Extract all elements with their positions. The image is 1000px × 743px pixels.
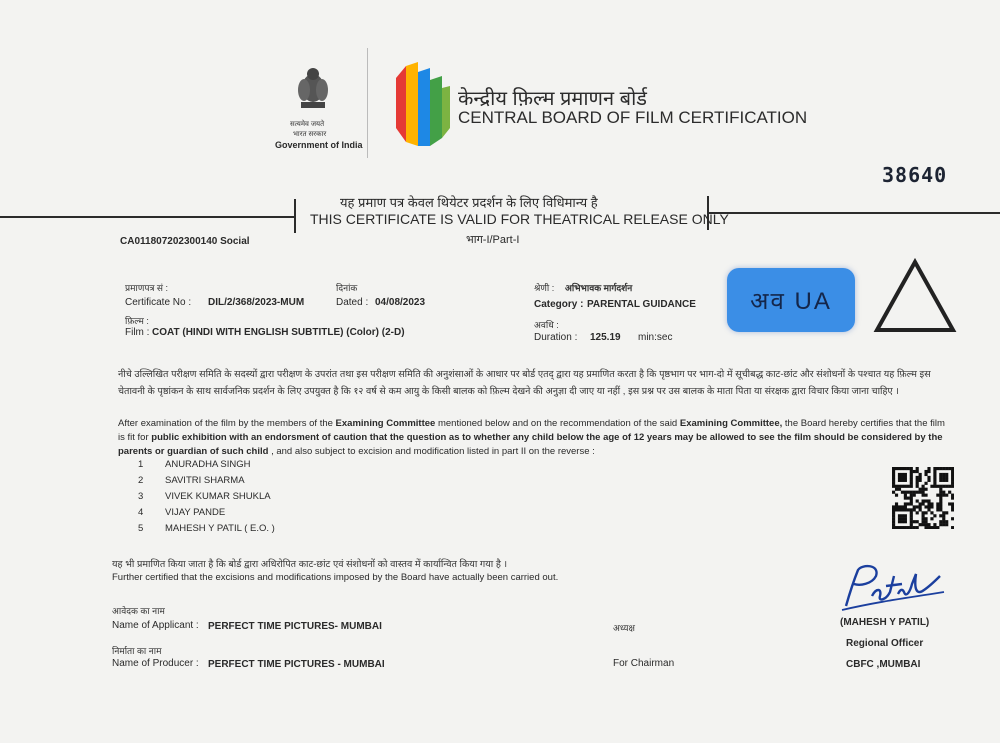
applicant-label: Name of Applicant : bbox=[112, 620, 199, 631]
further-hindi: यह भी प्रमाणित किया जाता है कि बोर्ड द्वारा अधिरोपित काट-छांट एवं संशोधनों को वास्तव में कार्यान्वित किया गया है । bbox=[112, 559, 508, 570]
committee-name: VIJAY PANDE bbox=[165, 507, 226, 518]
rating-badge bbox=[727, 268, 855, 332]
right-rule bbox=[708, 212, 1000, 214]
eng-part-6: public exhibition with an endorsment of caution that the question as to whether any child below the age of 12 years may be allowed to see the film should be considered by the parents or guardian of such child bbox=[118, 432, 943, 457]
govt-emblem bbox=[283, 60, 343, 120]
eng-part-5: the Board hereby certifies that the film is fit for bbox=[118, 418, 945, 443]
committee-num: 5 bbox=[138, 523, 144, 534]
committee-num: 4 bbox=[138, 507, 144, 518]
producer-value: PERFECT TIME PICTURES - MUMBAI bbox=[208, 659, 385, 670]
producer-hindi: निर्माता का नाम bbox=[112, 646, 162, 656]
govt-english: Government of India bbox=[275, 140, 363, 150]
cert-no-value: DIL/2/368/2023-MUM bbox=[208, 297, 305, 308]
eng-part-1: After examination of the film by the members of the bbox=[118, 418, 336, 429]
list-item bbox=[138, 523, 398, 539]
category-hindi-value: अभिभावक मार्गदर्शन bbox=[565, 283, 633, 293]
eng-part-3: mentioned below and on the recommendation of the said bbox=[435, 418, 680, 429]
date-label: Dated : bbox=[336, 297, 369, 308]
validity-hindi: यह प्रमाण पत्र केवल थियेटर प्रदर्शन के लिए विधिमान्य है bbox=[340, 195, 598, 210]
film-hindi: फ़िल्म : bbox=[125, 316, 149, 326]
signatory-office: CBFC ,MUMBAI bbox=[846, 659, 921, 670]
film-label: Film : bbox=[125, 327, 150, 338]
producer-label: Name of Producer : bbox=[112, 658, 199, 669]
signatory-name: (MAHESH Y PATIL) bbox=[840, 617, 930, 628]
committee-name: ANURADHA SINGH bbox=[165, 459, 251, 470]
qr-code-icon bbox=[892, 467, 954, 529]
category-hindi-label: श्रेणी : bbox=[534, 283, 555, 293]
board-name-hindi: केन्द्रीय फ़िल्म प्रमाणन बोर्ड bbox=[458, 88, 647, 110]
logo-divider bbox=[367, 48, 368, 158]
category-label: Category : bbox=[534, 299, 584, 310]
signature bbox=[836, 562, 948, 614]
category-value: PARENTAL GUIDANCE bbox=[587, 299, 696, 310]
certificate-code: CA011807202300140 Social bbox=[120, 236, 250, 247]
part-label: भाग-I/Part-I bbox=[466, 234, 520, 246]
list-item bbox=[138, 459, 398, 475]
list-item bbox=[138, 475, 398, 491]
triangle-icon bbox=[873, 258, 957, 334]
eng-part-7: , and also subject to excision and modification listed in part II on the reverse : bbox=[268, 446, 595, 457]
cert-no-hindi: प्रमाणपत्र सं : bbox=[125, 283, 169, 293]
validity-english: THIS CERTIFICATE IS VALID FOR THEATRICAL RELEASE ONLY bbox=[310, 211, 729, 227]
cbfc-logo bbox=[392, 58, 452, 150]
duration-hindi: अवधि : bbox=[534, 320, 559, 330]
committee-num: 2 bbox=[138, 475, 144, 486]
list-item bbox=[138, 491, 398, 507]
ashoka-emblem-icon bbox=[283, 60, 343, 120]
applicant-hindi: आवेदक का नाम bbox=[112, 606, 165, 616]
duration-unit: min:sec bbox=[638, 332, 673, 343]
date-value: 04/08/2023 bbox=[375, 297, 426, 308]
committee-num: 3 bbox=[138, 491, 144, 502]
committee-num: 1 bbox=[138, 459, 144, 470]
committee-name: MAHESH Y PATIL ( E.O. ) bbox=[165, 523, 275, 534]
signature-icon bbox=[836, 562, 948, 614]
rating-badge-text: अव UA bbox=[750, 287, 832, 315]
serial-number: 38640 bbox=[882, 163, 948, 187]
further-english: Further certified that the excisions and modifications imposed by the Board have actually been carried out. bbox=[112, 572, 559, 583]
emblem-motto: सत्यमेव जयते bbox=[290, 121, 325, 128]
committee-name: VIVEK KUMAR SHUKLA bbox=[165, 491, 271, 502]
duration-label: Duration : bbox=[534, 332, 578, 343]
english-declaration bbox=[118, 417, 950, 459]
eng-part-2: Examining Committee bbox=[335, 418, 436, 429]
eng-part-4: Examining Committee, bbox=[679, 418, 783, 429]
chairman-hindi: अध्यक्ष bbox=[613, 623, 635, 633]
signatory-title: Regional Officer bbox=[846, 638, 924, 649]
qr-code bbox=[892, 467, 954, 529]
board-name-english: CENTRAL BOARD OF FILM CERTIFICATION bbox=[458, 108, 808, 127]
date-hindi: दिनांक bbox=[336, 283, 358, 293]
list-item bbox=[138, 507, 398, 523]
govt-hindi: भारत सरकार bbox=[293, 131, 327, 138]
chairman-english: For Chairman bbox=[613, 658, 675, 669]
rating-triangle bbox=[873, 258, 957, 339]
cert-no-label: Certificate No : bbox=[125, 297, 192, 308]
duration-value: 125.19 bbox=[590, 332, 621, 343]
hindi-declaration: नीचे उल्लिखित परीक्षण समिति के सदस्यों द्वारा परीक्षण के उपरांत तथा इस परीक्षण समिति की अनुशंसाओं के आधार पर बोर्ड एतद् द्वारा यह प्रमाणित करता है कि पृष्ठभाग पर भाग-दो में सूचीबद्ध काट-छांट और संशोधनों के पश्चात यह फ़िल्म इस चेतावनी के पृष्ठांकन के साथ सार्वजनिक प्रदर्शन के लिए उपयुक्त है कि १२ वर्ष से कम आयु के किसी बालक को फ़िल्म देखने की अनुज्ञा दी जाए या नहीं , इस प्रश्न पर उस बालक के माता पिता या संरक्षक द्वारा विचार किया जाना चाहिए । bbox=[118, 369, 931, 397]
left-rule bbox=[0, 216, 295, 218]
left-rule-tick bbox=[294, 199, 296, 233]
committee-name: SAVITRI SHARMA bbox=[165, 475, 245, 486]
committee-list bbox=[138, 459, 398, 539]
cbfc-logo-icon bbox=[392, 58, 452, 150]
film-value: COAT (HINDI WITH ENGLISH SUBTITLE) (Color) (2-D) bbox=[152, 327, 405, 338]
applicant-value: PERFECT TIME PICTURES- MUMBAI bbox=[208, 621, 382, 632]
